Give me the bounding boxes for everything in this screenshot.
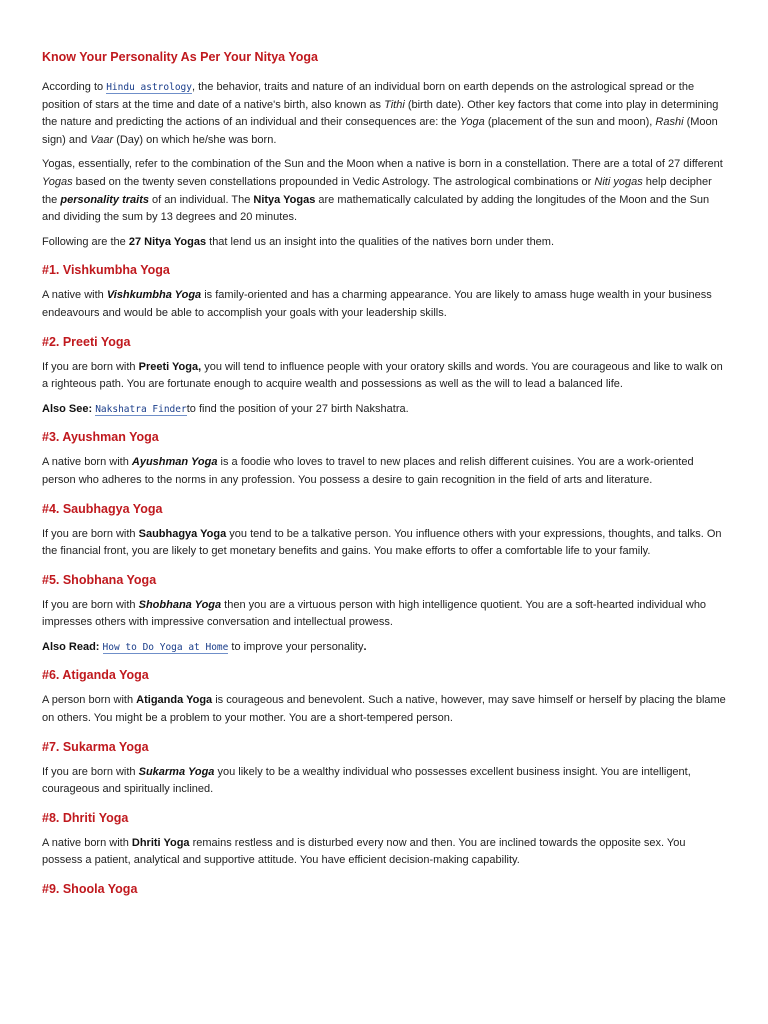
- text: are mathematically calculated by adding the longitudes of the Moon and the Sun and dividing the sum by 13 degrees and 20 minutes.: [42, 193, 710, 224]
- section-heading: #9. Shoola Yoga: [42, 882, 138, 897]
- text: According to: [42, 81, 107, 93]
- text: (Day) on which he/she was born.: [113, 133, 277, 146]
- text: .: [363, 640, 367, 653]
- text: If you are born with: [42, 527, 139, 540]
- section-body: [42, 359, 726, 394]
- also-read-label: Also Read:: [42, 640, 100, 653]
- section-heading: #8. Dhriti Yoga: [42, 810, 129, 825]
- vaar-term: Vaar: [90, 133, 114, 146]
- yoga-name: Shobhana Yoga: [138, 598, 222, 611]
- section-body: [42, 597, 726, 632]
- also-see-label: Also See:: [42, 402, 93, 415]
- text: Yogas, essentially, refer to the combination of the Sun and the Moon when a native is born in a constellation. There are a total of 27 different: [42, 158, 723, 171]
- text: If you are born with: [42, 360, 139, 373]
- text: you likely to be a wealthy individual who possesses excellent business insight. You are intelligent, courageous and spiritually inclined.: [42, 765, 691, 796]
- section-body: [42, 835, 726, 870]
- yogas-term: Yogas: [42, 175, 73, 188]
- also-read-line: [42, 639, 726, 657]
- text: , the behavior, traits and nature of an individual born on earth depends on the astrological spread or the position of stars at the time and date of a native's birth, also known as: [42, 81, 695, 111]
- intro-paragraph-1: [42, 79, 726, 149]
- section-body: [42, 764, 726, 799]
- yoga-name: Vishkumbha Yoga: [106, 289, 202, 302]
- section-heading: #1. Vishkumbha Yoga: [42, 263, 170, 278]
- text: then you are a virtuous person with high intelligence quotient. You are a soft-hearted individual who impresses others with impressive conversation and intellectual prowess.: [42, 598, 707, 629]
- text: A person born with: [42, 694, 137, 707]
- yoga-name: Ayushman Yoga: [131, 456, 218, 469]
- nitya-yogas-term: Nitya Yogas: [253, 193, 316, 206]
- section-heading: #2. Preeti Yoga: [42, 334, 131, 349]
- section-body: [42, 692, 726, 727]
- section-heading: #4. Saubhagya Yoga: [42, 501, 163, 516]
- section-heading: #5. Shobhana Yoga: [42, 572, 157, 587]
- text: of an individual. The: [149, 193, 254, 206]
- text: (placement of the sun and moon),: [484, 116, 656, 129]
- text: If you are born with: [42, 598, 139, 611]
- text: that lend us an insight into the qualities of the natives born under them.: [206, 235, 555, 248]
- tithi-term: Tithi: [384, 98, 405, 111]
- text: you tend to be a talkative person. You influence others with your expressions, thoughts, and talks. On the financial front, you are likely to get monetary benefits and gains. You make efforts to offer a comfortable life to your family.: [42, 527, 722, 558]
- nakshatra-finder-link[interactable]: Nakshatra Finder: [95, 403, 187, 415]
- text: Following are the: [42, 235, 129, 248]
- page-title: Know Your Personality As Per Your Nitya Yoga: [42, 50, 319, 64]
- text: based on the twenty seven constellations propounded in Vedic Astrology. The astrological combinations or: [72, 175, 595, 188]
- text: A native born with: [42, 836, 132, 849]
- section-body: [42, 454, 726, 489]
- also-see-line: [42, 401, 726, 419]
- text: (birth date). Other key factors that come into play in determining the nature and predicting the actions of an individual and their consequences are: the: [42, 98, 719, 129]
- text: A native with: [42, 289, 107, 302]
- text: is courageous and benevolent. Such a native, however, may save himself or herself by placing the blame on others. You might be a problem to your mother. You are a short-tempered person.: [42, 694, 726, 725]
- text: to find the position of your 27 birth Nakshatra.: [186, 402, 409, 415]
- yoga-name: Preeti Yoga,: [138, 360, 202, 373]
- intro-paragraph-2: [42, 156, 726, 226]
- yoga-name: Atiganda Yoga: [136, 694, 213, 707]
- yoga-name: Sukarma Yoga: [138, 765, 215, 778]
- section-heading: #6. Atiganda Yoga: [42, 668, 149, 683]
- text: help decipher the: [42, 175, 712, 206]
- rashi-term: Rashi: [655, 116, 684, 129]
- personality-traits-term: personality traits: [60, 193, 149, 206]
- text: If you are born with: [42, 765, 139, 778]
- 27-nitya-yogas-term: 27 Nitya Yogas: [128, 235, 207, 248]
- section-heading: #3. Ayushman Yoga: [42, 430, 159, 445]
- yoga-name: Dhriti Yoga: [131, 836, 190, 849]
- text: (Moon sign) and: [42, 116, 718, 146]
- section-body: [42, 526, 726, 561]
- text: to improve your personality: [228, 640, 364, 653]
- section-heading: #7. Sukarma Yoga: [42, 739, 149, 754]
- text: A native born with: [42, 456, 132, 469]
- yoga-name: Saubhagya Yoga: [138, 527, 227, 540]
- text: is a foodie who loves to travel to new places and relish different cuisines. You are a work-oriented person who adheres to the norms in any profession. You possess a desire to gain recognition in the field of arts and literature.: [42, 456, 694, 486]
- yoga-term: Yoga: [459, 116, 485, 129]
- yoga-at-home-link[interactable]: How to Do Yoga at Home: [102, 641, 229, 653]
- niti-yogas-term: Niti yogas: [594, 175, 643, 188]
- section-body: [42, 287, 726, 322]
- text: you will tend to influence people with your oratory skills and words. You are courageous and like to walk on a righteous path. You are fortunate enough to acquire wealth and possessions as well as the will to lead a balanced life.: [42, 360, 723, 391]
- text: remains restless and is disturbed every now and then. You are inclined towards the opposite sex. You possess a patient, analytical and supportive attitude. You have efficient decision-making capability.: [42, 836, 686, 867]
- intro-paragraph-3: [42, 234, 726, 252]
- text: is family-oriented and has a charming appearance. You are likely to amass huge wealth in your business endeavours and would be able to accomplish your goals with your leadership skills.: [42, 289, 712, 319]
- hindu-astrology-link[interactable]: Hindu astrology: [106, 82, 192, 93]
